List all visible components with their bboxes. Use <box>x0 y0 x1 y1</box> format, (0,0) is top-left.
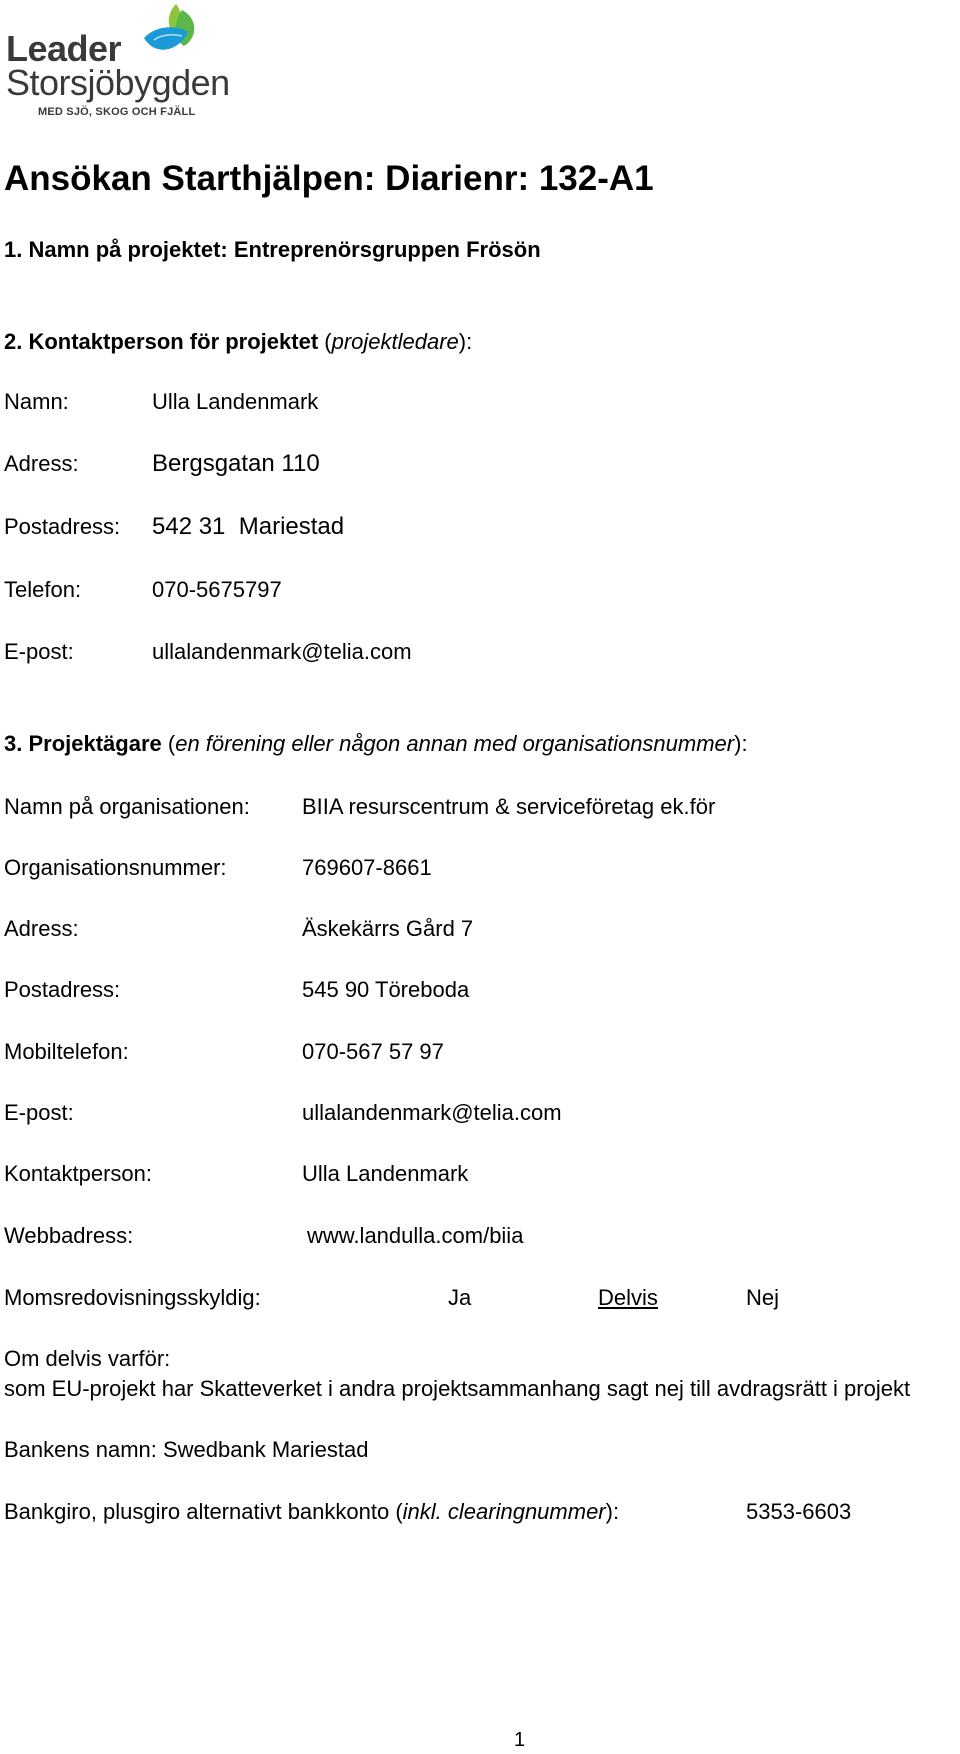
vat-option-ja: Ja <box>448 1285 472 1310</box>
org-name-label: Namn på organisationen: <box>4 794 250 819</box>
vat-option-nej: Nej <box>746 1285 780 1310</box>
bank-account-label-italic: inkl. clearingnummer <box>402 1499 606 1524</box>
org-email-value: ullalandenmark@telia.com <box>302 1100 562 1125</box>
section1-project-name: 1. Namn på projektet: Entreprenörsgruppen Frösön <box>4 237 541 262</box>
contact-postal-value: 542 31 Mariestad <box>152 513 345 540</box>
contact-name-label: Namn: <box>4 389 69 414</box>
section2-heading <box>4 329 472 355</box>
org-postal-value: 545 90 Töreboda <box>302 977 470 1002</box>
logo-word-leader: Leader <box>6 28 122 69</box>
logo-tagline: MED SJÖ, SKOG OCH FJÄLL <box>38 106 196 118</box>
page-title: Ansökan Starthjälpen: Diarienr: 132-A1 <box>4 159 654 198</box>
contact-email-label: E-post: <box>4 639 74 664</box>
vat-label: Momsredovisningsskyldig: <box>4 1285 261 1310</box>
leader-logo <box>4 0 260 122</box>
org-contact-label: Kontaktperson: <box>4 1161 152 1186</box>
org-address-value: Äskekärrs Gård 7 <box>302 916 474 941</box>
contact-phone-value: 070-5675797 <box>152 577 282 602</box>
section3-heading-italic: en förening eller någon annan med organisationsnummer <box>175 731 735 756</box>
logo-word-storsjobygden: Storsjöbygden <box>6 62 230 103</box>
org-postal-label: Postadress: <box>4 977 121 1002</box>
section3-heading-close: ): <box>734 731 748 756</box>
partial-reason: som EU-projekt har Skatteverket i andra projektsammanhang sagt nej till avdragsrätt i projekt <box>4 1376 911 1401</box>
bank-account-label-start: Bankgiro, plusgiro alternativt bankkonto ( <box>4 1499 403 1524</box>
section2-heading-italic: projektledare <box>331 329 459 354</box>
section3-heading-bold: 3. Projektägare <box>4 731 162 756</box>
contact-email-value: ullalandenmark@telia.com <box>152 639 412 664</box>
org-email-label: E-post: <box>4 1100 74 1125</box>
section3-heading <box>4 731 748 757</box>
org-address-label: Adress: <box>4 916 79 941</box>
org-number-value: 769607-8661 <box>302 855 432 880</box>
org-mobile-value: 070-567 57 97 <box>302 1039 444 1064</box>
bank-account-value: 5353-6603 <box>746 1499 852 1524</box>
section3-heading-open: ( <box>161 731 176 756</box>
org-number-label: Organisationsnummer: <box>4 855 227 880</box>
contact-address-value: Bergsgatan 110 <box>152 450 320 477</box>
contact-phone-label: Telefon: <box>4 577 82 602</box>
section2-heading-bold: 2. Kontaktperson för projektet <box>4 329 319 354</box>
org-web-value: www.landulla.com/biia <box>307 1223 524 1248</box>
bank-account-label-end: ): <box>605 1499 620 1524</box>
bank-account-label <box>4 1501 619 1523</box>
section2-heading-open: ( <box>318 329 332 354</box>
contact-name-value: Ulla Landenmark <box>152 389 319 414</box>
page-number: 1 <box>514 1729 526 1751</box>
contact-address-label: Adress: <box>4 451 79 476</box>
section2-heading-close: ): <box>458 329 473 354</box>
org-name-value: BIIA resurscentrum & serviceföretag ek.för <box>302 794 716 819</box>
vat-option-delvis: Delvis <box>598 1285 658 1310</box>
org-mobile-label: Mobiltelefon: <box>4 1039 129 1064</box>
partial-label: Om delvis varför: <box>4 1346 171 1371</box>
org-web-label: Webbadress: <box>4 1223 134 1248</box>
org-contact-value: Ulla Landenmark <box>302 1161 469 1186</box>
bank-name: Bankens namn: Swedbank Mariestad <box>4 1437 369 1462</box>
leaf-logo-icon <box>136 0 206 60</box>
contact-postal-label: Postadress: <box>4 514 121 539</box>
